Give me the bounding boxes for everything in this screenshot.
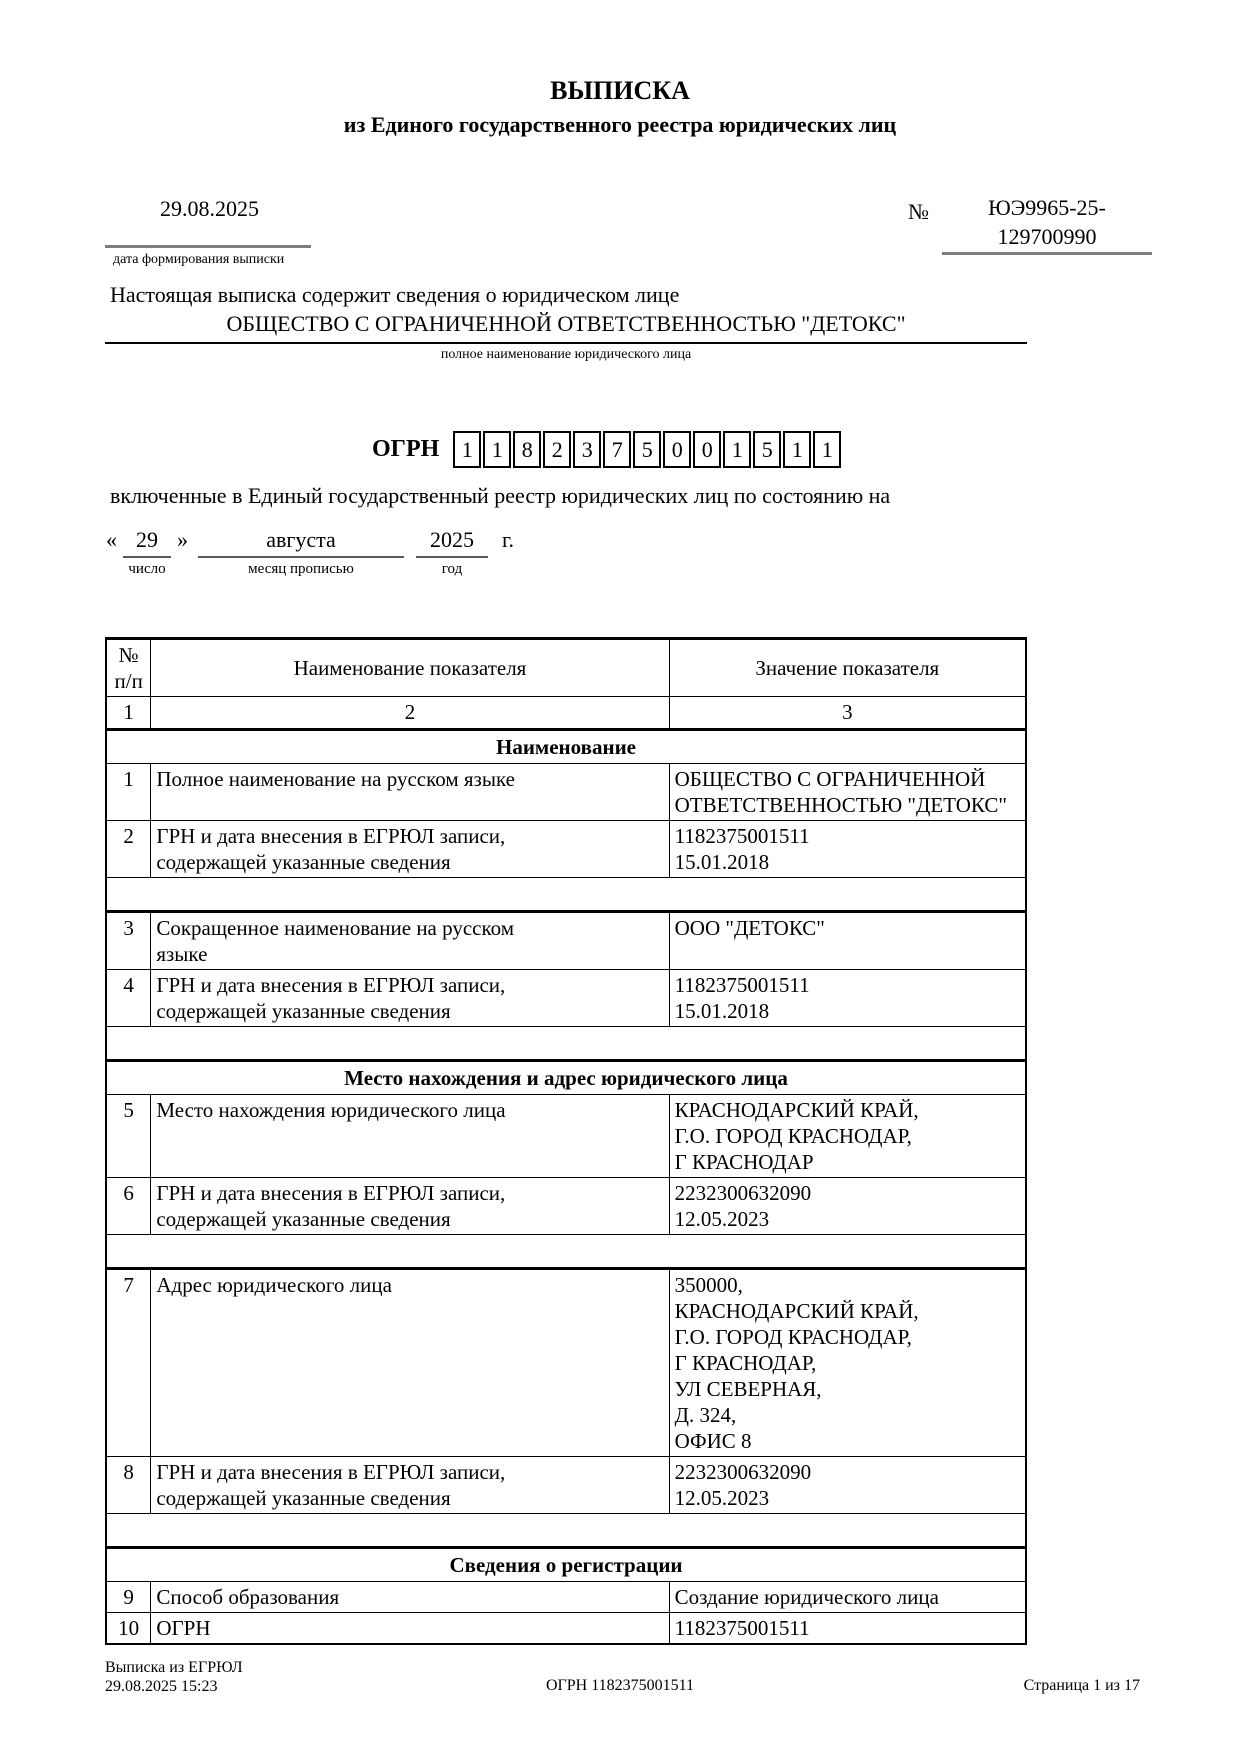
- header-num: № п/п: [106, 639, 151, 697]
- form-date-caption: дата формирования выписки: [113, 252, 285, 267]
- row-number-cell: 9: [106, 1582, 151, 1613]
- ogrn-digit-box: 7: [603, 431, 631, 468]
- table-row: [106, 1582, 1026, 1613]
- spacer-row: [106, 878, 1026, 912]
- indicator-name-cell: Сокращенное наименование на русском языке: [151, 912, 669, 970]
- footer-ogrn: ОГРН 1182375001511: [545, 1677, 695, 1694]
- table-row: [106, 1613, 1026, 1645]
- table-row: [106, 1178, 1026, 1235]
- table-row: [106, 1269, 1026, 1457]
- table-row: [106, 970, 1026, 1027]
- as-of-month: августа: [198, 527, 404, 558]
- as-of-day-field: [123, 527, 171, 578]
- header-indicator-value: Значение показателя: [669, 639, 1026, 697]
- ogrn-row: [372, 431, 841, 468]
- ogrn-digit-box: 1: [453, 431, 481, 468]
- section-header-label: Место нахождения и адрес юридического лица: [106, 1061, 1026, 1095]
- ogrn-digit-box: 5: [633, 431, 661, 468]
- doc-number-line1: ЮЭ9965-25-: [988, 195, 1106, 220]
- indicator-value-cell: 1182375001511 15.01.2018: [669, 821, 1026, 878]
- indicator-name-cell: Способ образования: [151, 1582, 669, 1613]
- indicator-name-cell: Полное наименование на русском языке: [151, 764, 669, 821]
- row-number-cell: 7: [106, 1269, 151, 1457]
- section-header-label: Сведения о регистрации: [106, 1548, 1026, 1582]
- ogrn-digit-box: 0: [663, 431, 691, 468]
- indicator-name-cell: ОГРН: [151, 1613, 669, 1645]
- colnum-1: 1: [106, 697, 151, 730]
- table-row: [106, 1457, 1026, 1514]
- row-number-cell: 10: [106, 1613, 151, 1645]
- colnum-2: 2: [151, 697, 669, 730]
- indicator-value-cell: Создание юридического лица: [669, 1582, 1026, 1613]
- footer-doc-type: Выписка из ЕГРЮЛ: [105, 1659, 243, 1676]
- indicator-value-cell: КРАСНОДАРСКИЙ КРАЙ, Г.О. ГОРОД КРАСНОДАР, Г КРАСНОДАР: [669, 1095, 1026, 1178]
- spacer-cell: [106, 1027, 1026, 1061]
- spacer-row: [106, 1514, 1026, 1548]
- row-number-cell: 2: [106, 821, 151, 878]
- company-name-caption: полное наименование юридического лица: [440, 347, 692, 362]
- indicator-name-cell: Адрес юридического лица: [151, 1269, 669, 1457]
- year-suffix: г.: [502, 527, 515, 552]
- section-header-label: Наименование: [106, 730, 1026, 764]
- ogrn-digit-box: 1: [783, 431, 811, 468]
- indicator-name-cell: ГРН и дата внесения в ЕГРЮЛ записи, содержащей указанные сведения: [151, 1457, 669, 1514]
- as-of-year: 2025: [416, 527, 488, 558]
- ogrn-digit-box: 3: [573, 431, 601, 468]
- day-caption: число: [128, 561, 166, 577]
- row-number-cell: 1: [106, 764, 151, 821]
- included-text: включенные в Единый государственный реестр юридических лиц по состоянию на: [110, 483, 891, 508]
- ogrn-digit-box: 0: [693, 431, 721, 468]
- doc-number-block: [942, 193, 1152, 255]
- row-number-cell: 5: [106, 1095, 151, 1178]
- as-of-month-field: [198, 527, 404, 578]
- section-header-row: [106, 1061, 1026, 1095]
- spacer-row: [106, 1027, 1026, 1061]
- company-block: [105, 311, 1027, 363]
- indicator-value-cell: ООО "ДЕТОКС": [669, 912, 1026, 970]
- indicator-value-cell: 350000, КРАСНОДАРСКИЙ КРАЙ, Г.О. ГОРОД КРАСНОДАР, Г КРАСНОДАР, УЛ СЕВЕРНАЯ, Д. 324, ОФИС 8: [669, 1269, 1026, 1457]
- as-of-day: 29: [123, 527, 171, 558]
- table-row: [106, 821, 1026, 878]
- ogrn-digit-box: 2: [543, 431, 571, 468]
- ogrn-digit-boxes: [453, 431, 841, 468]
- indicators-table: [105, 637, 1027, 1645]
- form-date-underline: [105, 245, 311, 248]
- spacer-cell: [106, 878, 1026, 912]
- indicator-value-cell: ОБЩЕСТВО С ОГРАНИЧЕННОЙ ОТВЕТСТВЕННОСТЬЮ "ДЕТОКС": [669, 764, 1026, 821]
- footer-datetime: 29.08.2025 15:23: [105, 1678, 218, 1695]
- ogrn-label: ОГРН: [372, 436, 440, 462]
- indicator-value-cell: 1182375001511: [669, 1613, 1026, 1645]
- indicator-name-cell: ГРН и дата внесения в ЕГРЮЛ записи, содержащей указанные сведения: [151, 1178, 669, 1235]
- doc-number-label: №: [908, 199, 929, 224]
- row-number-cell: 6: [106, 1178, 151, 1235]
- ogrn-digit-box: 1: [483, 431, 511, 468]
- as-of-date-row: [100, 527, 514, 578]
- as-of-year-field: [416, 527, 488, 578]
- intro-text: Настоящая выписка содержит сведения о юридическом лице: [110, 282, 680, 307]
- indicator-value-cell: 1182375001511 15.01.2018: [669, 970, 1026, 1027]
- close-quote: »: [177, 527, 188, 552]
- table-row: [106, 912, 1026, 970]
- ogrn-digit-box: 5: [753, 431, 781, 468]
- spacer-cell: [106, 1514, 1026, 1548]
- form-date: 29.08.2025: [160, 196, 259, 221]
- section-header-row: [106, 1548, 1026, 1582]
- ogrn-digit-box: 1: [723, 431, 751, 468]
- section-header-row: [106, 730, 1026, 764]
- ogrn-digit-box: 1: [813, 431, 841, 468]
- spacer-row: [106, 1235, 1026, 1269]
- indicator-value-cell: 2232300632090 12.05.2023: [669, 1457, 1026, 1514]
- row-number-cell: 8: [106, 1457, 151, 1514]
- table-row: [106, 1095, 1026, 1178]
- footer-page-number: Страница 1 из 17: [1023, 1677, 1140, 1694]
- doc-number-line2: 129700990: [997, 224, 1097, 249]
- doc-title: ВЫПИСКА: [550, 76, 690, 105]
- open-quote: «: [106, 527, 117, 552]
- month-caption: месяц прописью: [248, 561, 354, 577]
- indicator-name-cell: ГРН и дата внесения в ЕГРЮЛ записи, содержащей указанные сведения: [151, 970, 669, 1027]
- spacer-cell: [106, 1235, 1026, 1269]
- table-header-row: [106, 639, 1026, 697]
- table-row: [106, 764, 1026, 821]
- company-name: ОБЩЕСТВО С ОГРАНИЧЕННОЙ ОТВЕТСТВЕННОСТЬЮ "ДЕТОКС": [105, 311, 1027, 344]
- form-date-block: [105, 196, 311, 268]
- colnum-3: 3: [669, 697, 1026, 730]
- indicator-name-cell: ГРН и дата внесения в ЕГРЮЛ записи, содержащей указанные сведения: [151, 821, 669, 878]
- header-indicator-name: Наименование показателя: [151, 639, 669, 697]
- indicator-value-cell: 2232300632090 12.05.2023: [669, 1178, 1026, 1235]
- row-number-cell: 4: [106, 970, 151, 1027]
- doc-subtitle: из Единого государственного реестра юридических лиц: [343, 112, 897, 137]
- ogrn-digit-box: 8: [513, 431, 541, 468]
- indicator-name-cell: Место нахождения юридического лица: [151, 1095, 669, 1178]
- row-number-cell: 3: [106, 912, 151, 970]
- column-numbers-row: [106, 697, 1026, 730]
- year-caption: год: [441, 561, 463, 577]
